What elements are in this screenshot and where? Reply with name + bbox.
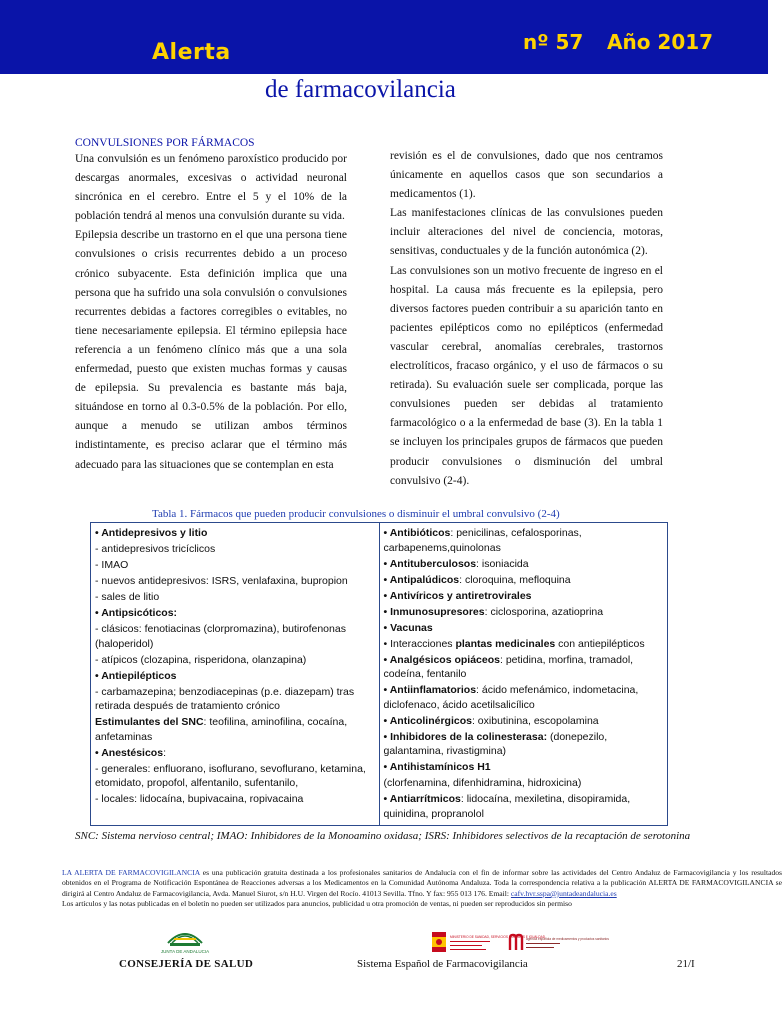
table-entry	[384, 730, 664, 759]
entry-text: : teofilina, aminofilina, cocaína, anfetaminas	[95, 716, 348, 743]
page-number: 21/I	[677, 958, 695, 970]
entry-text: - locales: lidocaína, bupivacaina, ropivacaina	[95, 793, 304, 805]
table-entry	[95, 685, 375, 714]
entry-heading: • Antipsicóticos:	[95, 607, 178, 619]
table-entry	[384, 605, 664, 620]
table-footnote: SNC: Sistema nervioso central; IMAO: Inhibidores de la Monoamino oxidasa; ISRS: Inhibidores selectivos de la recaptación de serotonina	[75, 830, 691, 842]
entry-heading: • Vacunas	[383, 621, 433, 634]
entry-text: : isoniacida	[476, 557, 529, 570]
entry-text: - sales de litio	[95, 591, 160, 603]
issue-number: nº 57	[523, 30, 584, 54]
table-entry	[384, 760, 664, 775]
table-entry	[95, 526, 375, 541]
table-entry	[384, 621, 664, 636]
table-entry	[384, 573, 664, 588]
junta-andalucia-logo	[160, 923, 210, 955]
article-right-column	[390, 147, 663, 491]
entry-heading: • Inhibidores de la colinesterasa:	[383, 730, 548, 743]
entry-text: (donepezilo, galantamina, rivastigmina)	[383, 730, 608, 757]
entry-heading: plantas medicinales	[455, 637, 556, 650]
right-paragraph: Las convulsiones son un motivo frecuente de ingreso en el hospital. La causa más frecuente es la epilepsia, pero diversos factores pueden contribuir a su aparición tanto en pacientes epilépticos como no epilépticos (enfermedad vascular cerebral, anomalías cerebrales, trastornos electrolíticos, fracaso orgánico, y el uso de fármacos o su retirada). Su evaluación suele ser complicada, porque las convulsiones pueden ser debidas al tratamiento farmacológico o a la enfermedad de base (3). En la tabla 1 se incluyen los principales grupos de fármacos que pueden producir convulsiones o disminución del umbral convulsivo (2-4).	[390, 264, 663, 487]
entry-text: - IMAO	[95, 559, 129, 571]
entry-heading: • Analgésicos opiáceos	[383, 653, 500, 666]
entry-heading: • Antibióticos	[383, 527, 451, 539]
article-left-column	[75, 136, 347, 475]
right-paragraph: revisión es el de convulsiones, dado que nos centramos únicamente en aquellos casos que son secundarios a medicamentos (1).	[390, 150, 663, 201]
table-left-column	[91, 523, 380, 826]
table-entry	[95, 653, 375, 668]
footer-notice	[62, 868, 782, 910]
left-paragraph: Una convulsión es un fenómeno paroxístico producido por descargas anormales, excesivas o actividad neuronal sincrónica en el cerebro. Entre el 5 y el 10% de la población tendrá al menos una convulsión durante su vida.	[75, 153, 347, 223]
table-entry	[384, 589, 664, 604]
table-entry	[384, 776, 664, 791]
table-entry	[384, 792, 664, 821]
entry-text: con antiepilépticos	[555, 637, 645, 650]
entry-text: - nuevos antidepresivos: ISRS, venlafaxina, bupropion	[95, 575, 348, 587]
table-entry	[95, 558, 375, 573]
consejeria-label: CONSEJERÍA DE SALUD	[119, 958, 254, 970]
entry-heading: • Antiarrítmicos	[383, 793, 461, 805]
entry-prefix: • Interacciones	[383, 637, 456, 650]
entry-text: : petidina, morfina, tramadol, codeína, fentanilo	[383, 653, 634, 680]
entry-text: : ciclosporina, azatioprina	[484, 605, 604, 618]
sistema-label: Sistema Español de Farmacovigilancia	[357, 958, 528, 970]
table-right-column	[379, 523, 668, 826]
table-entry	[384, 653, 664, 682]
table-entry	[95, 792, 375, 807]
table-entry	[95, 622, 375, 651]
entry-heading: • Antihistamínicos H1	[383, 761, 491, 773]
article-title: CONVULSIONES POR FÁRMACOS	[75, 137, 255, 149]
table-entry	[384, 526, 664, 555]
entry-heading: • Antiepilépticos	[95, 669, 177, 682]
entry-text: : ácido mefenámico, indometacina, diclofenaco, ácido acetilsalicílico	[383, 684, 639, 711]
entry-heading: • Antituberculosos	[383, 557, 477, 570]
footer-email-link[interactable]: cafv.hvr.sspa@juntadeandalucia.es	[510, 888, 617, 898]
entry-text: :	[163, 746, 166, 759]
table-entry	[95, 574, 375, 589]
entry-text: : cloroquina, mefloquina	[459, 573, 571, 586]
entry-text: - antidepresivos tricíclicos	[95, 543, 216, 555]
entry-text: : lidocaína, mexiletina, disopiramida, quinidina, propranolol	[383, 793, 631, 820]
entry-heading: Estimulantes del SNC	[95, 716, 204, 728]
footer-disclaimer: Los artículos y las notas publicadas en el boletín no pueden ser utilizados para anuncios, publicidad u otra promoción de ventas, ni pueden ser reproducidos sin permiso	[62, 899, 572, 909]
entry-text: : penicilinas, cefalosporinas, carbapenems,quinolonas	[383, 527, 582, 554]
entry-heading: • Antivíricos y antiretrovirales	[383, 589, 532, 602]
footer-brand: LA ALERTA DE FARMACOVIGILANCIA	[62, 868, 200, 877]
footer-body: es una publicación gratuita destinada a los profesionales sanitarios de Andalucía con el fin de informar sobre las actividades del Centro Andaluz de Farmacovigilancia y los resultados obtenidos en el Programa de Notificación Espontánea de Reacciones adversas a los Medicamentos en la Comunidad Autónoma Andaluza. Toda la correspondencia relativa a la publicación ALERTA DE FARMACOVIGILANCIA se dirigirá al Centro Andaluz de Farmacovigilancia, Avda. Manuel Siurot, s/n H.U. Virgen del Rocío. 41013 Sevilla. Tfno. Y fax: 955 013 176. Email:	[62, 868, 782, 898]
table-entry	[384, 714, 664, 729]
entry-text: - clásicos: fenotiacinas (clorpromazina), butirofenonas (haloperidol)	[95, 623, 346, 650]
entry-heading: • Inmunosupresores	[383, 605, 485, 618]
entry-heading: • Antipalúdicos	[383, 573, 460, 586]
entry-text: - atípicos (clozapina, risperidona, olanzapina)	[95, 653, 307, 666]
issue-year: Año 2017	[607, 30, 714, 54]
table-entry	[95, 590, 375, 605]
header-subtitle: de farmacovilancia	[265, 76, 456, 103]
aemps-logo	[506, 928, 609, 956]
table-entry	[95, 762, 375, 791]
right-paragraph: Las manifestaciones clínicas de las convulsiones pueden incluir alteraciones del nivel de conciencia, motoras, sensitivas, conductuales y de la función autonómica (2).	[390, 207, 663, 258]
table-entry	[95, 746, 375, 761]
table-entry	[95, 715, 375, 744]
table-entry	[95, 606, 375, 621]
table-entry	[95, 669, 375, 684]
ministerio-sanidad-logo	[430, 928, 546, 956]
table-entry	[384, 557, 664, 572]
table-entry	[384, 683, 664, 712]
left-paragraph: Epilepsia describe un trastorno en el que una persona tiene convulsiones o crisis recurrentes debido a un proceso crónico subyacente. Esta definición implica que una persona que ha sufrido una sola convulsión o convulsiones recurrentes debidas a factores corregibles o evitables, no tiene necesariamente epilepsia. El término epilepsia hace referencia a un fenómeno clínico más que a una sola enfermedad, puesto que existen muchas formas y causas de epilepsia. Su prevalencia es bastante más baja, situándose en torno al 0.3-0.5% de la población. Por ello, aunque a menudo se utilizan ambos términos indistintamente, es preciso aclarar que el término más adecuado para las situaciones que se contemplan en esta	[75, 229, 347, 471]
header-band	[0, 0, 768, 74]
ministerio-logo-text: MINISTERIO DE SANIDAD, SERVICIOS SOCIALES E IGUALDAD	[450, 935, 546, 939]
entry-text: (clorfenamina, difenhidramina, hidroxicina)	[383, 777, 582, 789]
drug-table	[90, 522, 668, 826]
entry-heading: • Anestésicos	[95, 746, 164, 759]
entry-heading: • Antidepresivos y litio	[95, 527, 208, 539]
table-entry	[95, 542, 375, 557]
header-alerta: Alerta	[152, 40, 231, 65]
entry-text: - generales: enfluorano, isoflurano, sevoflurano, ketamina, etomidato, propofol, alfentanilo, sufentanilo,	[95, 762, 366, 789]
aemps-logo-text: agencia española de medicamentos y productos sanitarios	[526, 937, 609, 941]
entry-text: - carbamazepina; benzodiacepinas (p.e. diazepam) tras retirada después de tratamiento crónico	[95, 685, 355, 712]
table-caption: Tabla 1. Fármacos que pueden producir convulsiones o disminuir el umbral convulsivo (2-4)	[152, 508, 560, 520]
entry-text: : oxibutinina, escopolamina	[471, 714, 599, 727]
entry-heading: • Antiinflamatorios	[383, 684, 477, 696]
junta-logo-text: JUNTA DE ANDALUCIA	[160, 949, 210, 954]
entry-heading: • Anticolinérgicos	[383, 714, 472, 727]
table-entry	[384, 637, 664, 652]
